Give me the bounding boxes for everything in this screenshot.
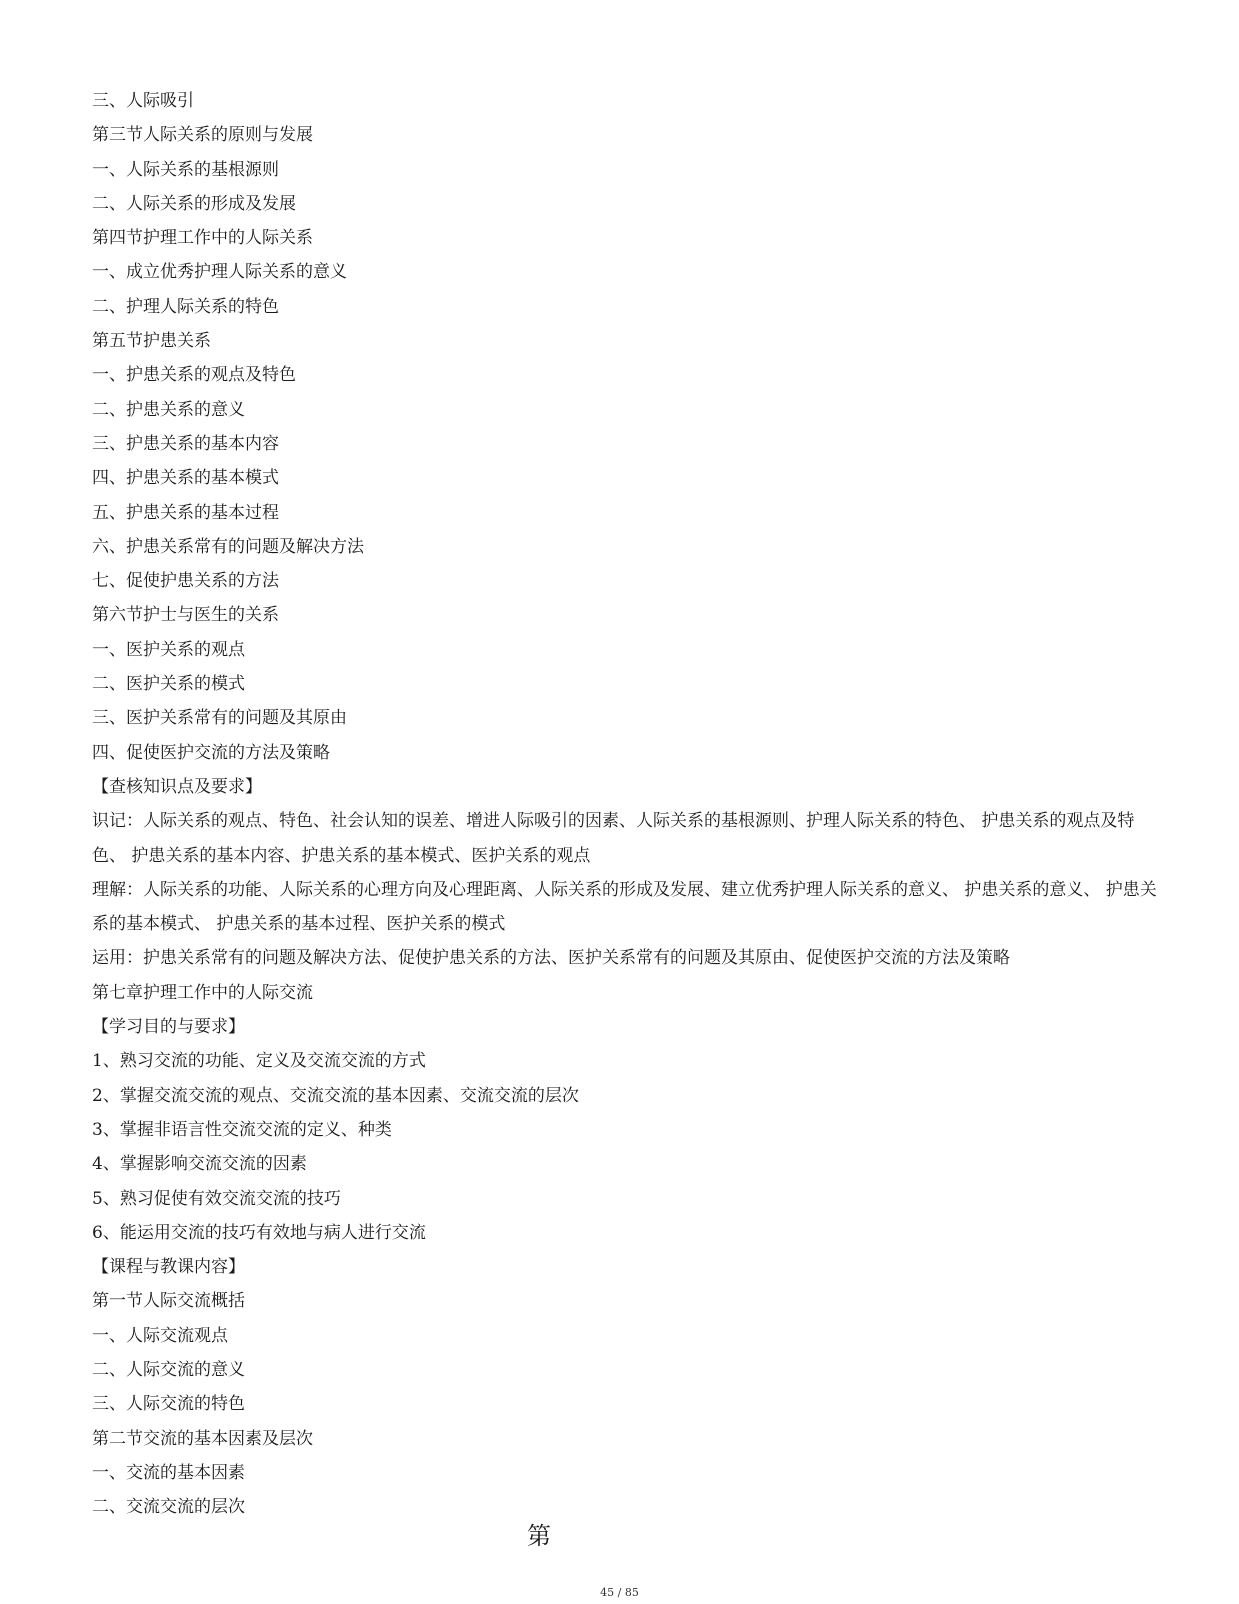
section-heading: 第五节护患关系: [92, 331, 211, 352]
page-number: 45 / 85: [600, 1586, 639, 1599]
bracket-heading: 【查核知识点及要求】: [92, 776, 262, 797]
section-heading: 第四节护理工作中的人际关系: [92, 228, 313, 249]
outline-line: 二、交流交流的层次: [92, 1497, 245, 1518]
outline-line: 四、促使医护交流的方法及策略: [92, 742, 330, 763]
objective-item: 2、掌握交流交流的观点、交流交流的基本因素、交流交流的层次: [92, 1085, 579, 1106]
section-heading: 第二节交流的基本因素及层次: [92, 1428, 313, 1449]
memorize-paragraph: 识记：人际关系的观点、特色、社会认知的误差、增进人际吸引的因素、人际关系的基根源则、护理人际关系的特色、 护患关系的观点及特色、 护患关系的基本内容、护患关系的基本模式、医护关系的观点: [92, 811, 1135, 866]
document-body: [92, 84, 1157, 1524]
section-heading: 第六节护士与医生的关系: [92, 605, 279, 626]
objective-item: 5、熟习促使有效交流交流的技巧: [92, 1188, 341, 1209]
bracket-heading: 【学习目的与要求】: [92, 1017, 245, 1038]
outline-line: 三、人际吸引: [92, 91, 194, 111]
outline-line: 三、人际交流的特色: [92, 1394, 245, 1415]
outline-line: 六、护患关系常有的问题及解决方法: [92, 536, 364, 557]
objective-item: 4、掌握影响交流交流的因素: [92, 1154, 307, 1175]
section-heading: 第一节人际交流概括: [92, 1291, 245, 1312]
outline-line: 二、人际关系的形成及发展: [92, 193, 296, 214]
bracket-heading: 【课程与教课内容】: [92, 1257, 245, 1278]
outline-line: 二、护理人际关系的特色: [92, 296, 279, 317]
trailing-character: 第: [527, 1522, 551, 1550]
outline-line: 一、人际交流观点: [92, 1325, 228, 1346]
understand-paragraph: 理解：人际关系的功能、人际关系的心理方向及心理距离、人际关系的形成及发展、建立优秀护理人际关系的意义、 护患关系的意义、 护患关系的基本模式、 护患关系的基本过程、医护关系的模式: [92, 879, 1157, 935]
outline-line: 二、护患关系的意义: [92, 399, 245, 420]
outline-line: 五、护患关系的基本过程: [92, 502, 279, 523]
apply-line: 运用：护患关系常有的问题及解决方法、促使护患关系的方法、医护关系常有的问题及其原由、促使医护交流的方法及策略: [92, 948, 1010, 969]
outline-line: 一、人际关系的基根源则: [92, 159, 279, 180]
outline-line: 四、护患关系的基本模式: [92, 468, 279, 489]
outline-line: 一、交流的基本因素: [92, 1462, 245, 1483]
outline-line: 一、医护关系的观点: [92, 639, 245, 660]
objective-item: 6、能运用交流的技巧有效地与病人进行交流: [92, 1222, 426, 1243]
outline-line: 二、人际交流的意义: [92, 1359, 245, 1380]
chapter-heading: 第七章护理工作中的人际交流: [92, 982, 313, 1003]
outline-line: 二、医护关系的模式: [92, 674, 245, 695]
outline-line: 三、护患关系的基本内容: [92, 433, 279, 454]
outline-line: 一、成立优秀护理人际关系的意义: [92, 262, 347, 283]
objective-item: 3、掌握非语言性交流交流的定义、种类: [92, 1119, 392, 1140]
section-heading: 第三节人际关系的原则与发展: [92, 125, 313, 146]
objective-item: 1、熟习交流的功能、定义及交流交流的方式: [92, 1051, 426, 1072]
outline-line: 一、护患关系的观点及特色: [92, 365, 296, 386]
outline-line: 七、促使护患关系的方法: [92, 571, 279, 592]
outline-line: 三、医护关系常有的问题及其原由: [92, 708, 347, 729]
